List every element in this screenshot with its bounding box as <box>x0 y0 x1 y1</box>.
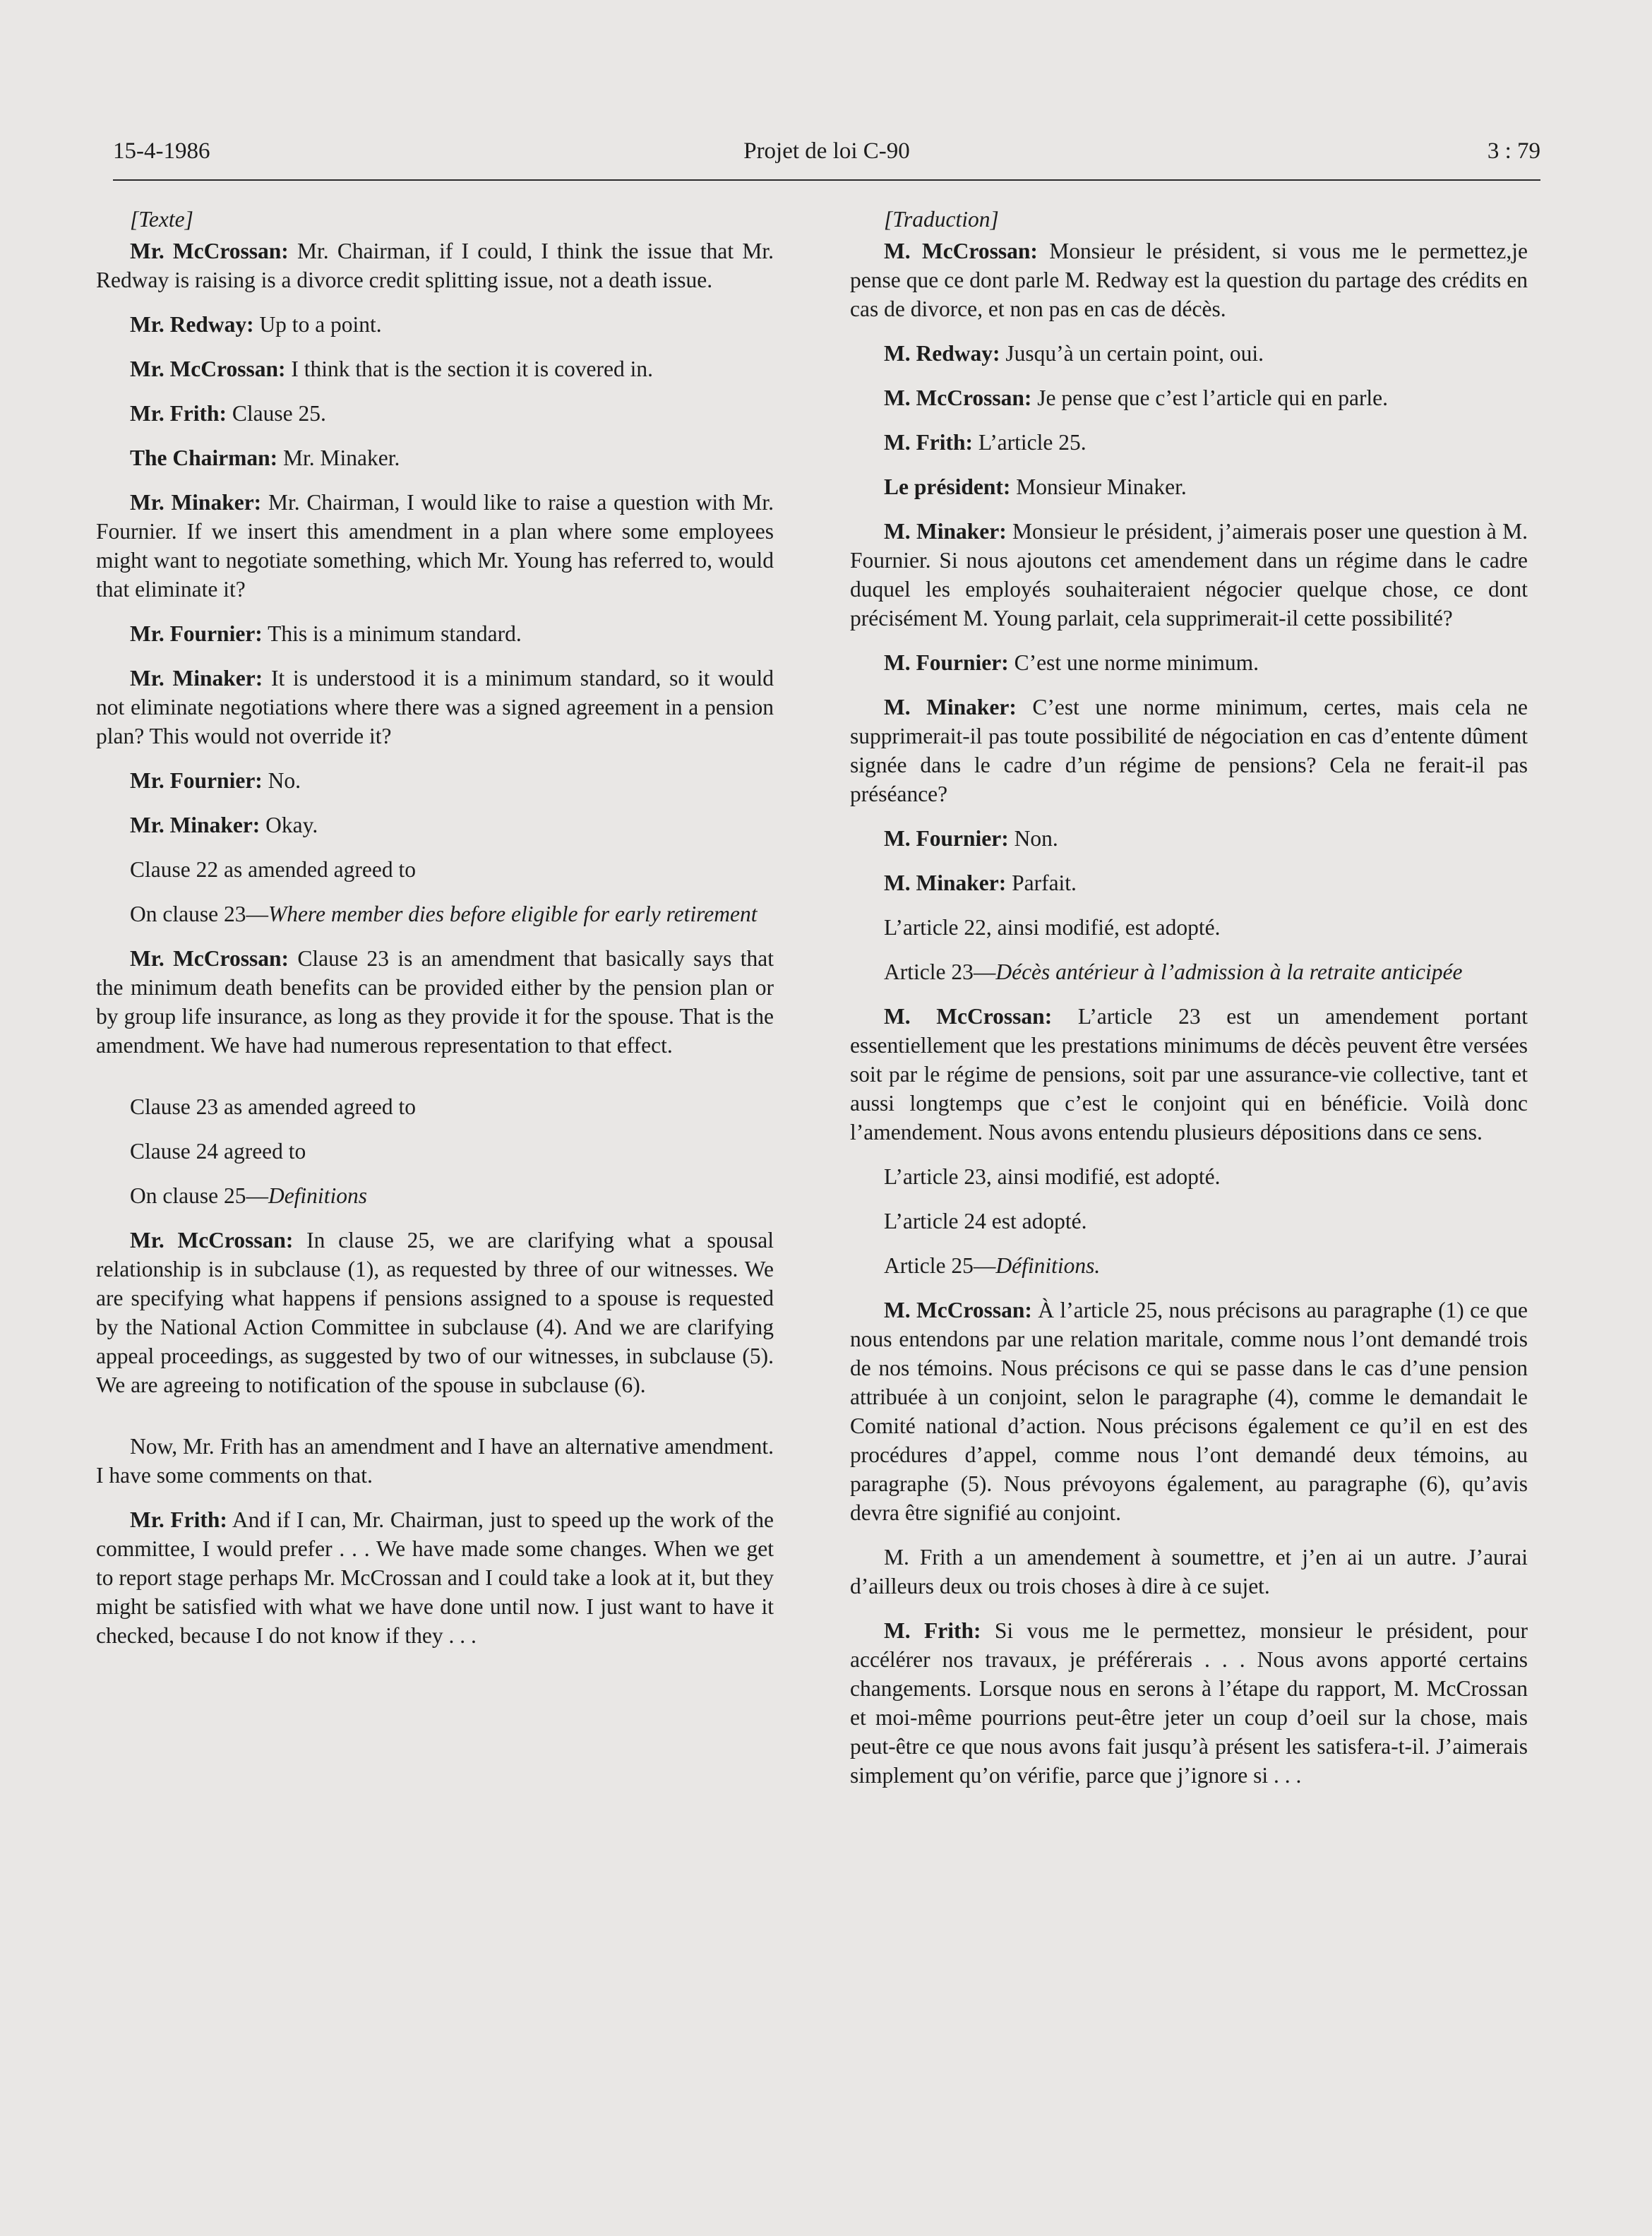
speaker: M. Fournier: <box>884 650 1009 675</box>
paragraph: Mr. Fournier: This is a minimum standard. <box>130 621 522 646</box>
speaker: Mr. McCrossan: <box>130 946 289 971</box>
french-column <box>850 205 1528 1805</box>
column-label: [Traduction] <box>884 207 999 232</box>
clause-line: L’article 24 est adopté. <box>884 1209 1087 1233</box>
speaker: M. Redway: <box>884 341 1000 366</box>
paragraph: Mr. Fournier: No. <box>130 768 301 793</box>
paragraph: Mr. Minaker: Okay. <box>130 813 318 837</box>
paragraph: M. McCrossan: À l’article 25, nous précisons au paragraphe (1) ce que nous entendons par une relation maritale, comme nous l’ont demandé trois de nos témoins. Nous précisons ce qui se passe dans le cas d’une pension attribuée à un conjoint, selon le paragraphe (4), comme le demandait le Comité national d’action. Nous précisons également ce qu’il en est des procédures d’appel, comme nous l’ont demandé deux témoins, au paragraphe (5). Nous prévoyons également, au paragraphe (6), qu’avis devra être signifié au conjoint. <box>850 1298 1528 1525</box>
paragraph: Mr. Frith: And if I can, Mr. Chairman, just to speed up the work of the committee, I would prefer . . . We have made some changes. When we get to report stage perhaps Mr. McCrossan and I could take a look at it, but they might be satisfied with what we have done until now. I just want to have it checked, because I do not know if they . . . <box>96 1507 774 1648</box>
paragraph: Mr. McCrossan: In clause 25, we are clarifying what a spousal relationship is in subclause (1), as requested by three of our witnesses. We are specifying what happens if pensions assigned to a spouse is requested by the National Action Committee in subclause (4). And we are clarifying appeal proceedings, as suggested by two of our witnesses, in subclause (5). We are agreeing to notification of the spouse in subclause (6). <box>96 1228 774 1397</box>
paragraph: M. Minaker: Monsieur le président, j’aimerais poser une question à M. Fournier. Si nous ajoutons cet amendement dans un régime dans le cadre duquel les employés souhaiteraient négocier quelque chose, ce dont précisément M. Young parlait, cela supprimerait-il cette possibilité? <box>850 519 1528 630</box>
paragraph: Mr. McCrossan: Mr. Chairman, if I could, I think the issue that Mr. Redway is raising is a divorce credit splitting issue, not a death issue. <box>96 239 774 292</box>
speaker: M. McCrossan: <box>884 1004 1053 1029</box>
speaker: M. McCrossan: <box>884 239 1038 263</box>
clause-heading: On clause 23—Where member dies before eligible for early retirement <box>130 902 758 926</box>
header-title: Projet de loi C-90 <box>743 138 910 164</box>
paragraph: M. Frith a un amendement à soumettre, et j’en ai un autre. J’aurai d’ailleurs deux ou trois choses à dire à ce sujet. <box>850 1545 1528 1598</box>
speaker: Mr. McCrossan: <box>130 239 289 263</box>
speaker: M. Minaker: <box>884 519 1007 544</box>
clause-line: Clause 23 as amended agreed to <box>130 1094 416 1119</box>
speaker: M. Frith: <box>884 1618 981 1643</box>
speaker: Mr. Fournier: <box>130 768 263 793</box>
paragraph: M. McCrossan: Je pense que c’est l’article qui en parle. <box>884 385 1389 410</box>
paragraph: Mr. Minaker: It is understood it is a minimum standard, so it would not eliminate negotiations where there was a signed agreement in a pension plan? This would not override it? <box>96 666 774 748</box>
speaker: M. Frith: <box>884 430 973 455</box>
speaker: M. Minaker: <box>884 695 1017 719</box>
paragraph: M. McCrossan: Monsieur le président, si vous me le permettez,je pense que ce dont parle M. Redway est la question du partage des crédits en cas de divorce, et non pas en cas de décès. <box>850 239 1528 321</box>
speaker: The Chairman: <box>130 446 278 470</box>
clause-heading: On clause 25—Definitions <box>130 1183 367 1208</box>
speaker: Mr. Minaker: <box>130 813 261 837</box>
page-header <box>113 138 1540 181</box>
speaker: Le président: <box>884 474 1011 499</box>
paragraph: Le président: Monsieur Minaker. <box>884 474 1187 499</box>
paragraph: M. McCrossan: L’article 23 est un amendement portant essentiellement que les prestations minimums de décès peuvent être versées soit par le régime de pensions, soit par une assurance-vie collective, tant et aussi longtemps que c’est le conjoint qui en bénéficie. Voilà donc l’amendement. Nous avons entendu plusieurs dépositions dans ce sens. <box>850 1004 1528 1144</box>
clause-line: Clause 22 as amended agreed to <box>130 857 416 882</box>
speaker: Mr. Minaker: <box>130 666 263 690</box>
clause-line: L’article 23, ainsi modifié, est adopté. <box>884 1164 1221 1189</box>
speaker: M. McCrossan: <box>884 385 1032 410</box>
clause-heading: Article 23—Décès antérieur à l’admission à la retraite anticipée <box>884 959 1463 984</box>
paragraph: M. Frith: Si vous me le permettez, monsieur le président, pour accélérer nos travaux, je préférerais . . . Nous avons apporté certains changements. Lorsque nous en serons à l’étape du rapport, M. McCrossan et moi-même pourrions peut-être jeter un coup d’oeil sur la chose, mais peut-être ce que nous avons fait jusqu’à présent les satisfera-t-il. J’aimerais simplement qu’on vérifie, parce que j’ignore si . . . <box>850 1618 1528 1788</box>
speaker: Mr. Frith: <box>130 401 227 426</box>
paragraph: Mr. McCrossan: I think that is the section it is covered in. <box>130 357 654 381</box>
speaker: Mr. McCrossan: <box>130 357 286 381</box>
paragraph: Mr. Redway: Up to a point. <box>130 312 382 337</box>
speaker: M. McCrossan: <box>884 1298 1032 1322</box>
paragraph: M. Minaker: C’est une norme minimum, certes, mais cela ne supprimerait-il pas toute possibilité de négociation en cas d’entente dûment signée dans le cadre d’un régime de pensions? Cela ne ferait-il pas préséance? <box>850 695 1528 806</box>
english-column <box>96 205 774 1666</box>
paragraph: Mr. Minaker: Mr. Chairman, I would like to raise a question with Mr. Fournier. If we insert this amendment in a plan where some employees might want to negotiate something, which Mr. Young has referred to, would that eliminate it? <box>96 490 774 602</box>
paragraph: Mr. Frith: Clause 25. <box>130 401 326 426</box>
paragraph: M. Minaker: Parfait. <box>884 871 1077 895</box>
paragraph: M. Fournier: Non. <box>884 826 1058 851</box>
header-page-number: 3 : 79 <box>1487 138 1540 164</box>
speaker: Mr. Frith: <box>130 1507 227 1532</box>
speaker: Mr. Minaker: <box>130 490 262 515</box>
paragraph: The Chairman: Mr. Minaker. <box>130 446 400 470</box>
column-label: [Texte] <box>130 207 193 232</box>
speaker: Mr. Redway: <box>130 312 254 337</box>
speaker: Mr. McCrossan: <box>130 1228 294 1252</box>
speaker: M. Fournier: <box>884 826 1009 851</box>
speaker: M. Minaker: <box>884 871 1007 895</box>
clause-line: L’article 22, ainsi modifié, est adopté. <box>884 915 1221 940</box>
speaker: Mr. Fournier: <box>130 621 263 646</box>
paragraph: M. Redway: Jusqu’à un certain point, oui. <box>884 341 1264 366</box>
paragraph: Mr. McCrossan: Clause 23 is an amendment that basically says that the minimum death benefits can be provided either by the pension plan or by group life insurance, as long as they provide it for the spouse. That is the amendment. We have had numerous representation to that effect. <box>96 946 774 1058</box>
paragraph: M. Fournier: C’est une norme minimum. <box>884 650 1259 675</box>
clause-heading: Article 25—Définitions. <box>884 1253 1101 1278</box>
clause-line: Clause 24 agreed to <box>130 1139 306 1164</box>
header-date: 15-4-1986 <box>113 138 210 164</box>
paragraph: M. Frith: L’article 25. <box>884 430 1087 455</box>
paragraph: Now, Mr. Frith has an amendment and I have an alternative amendment. I have some comments on that. <box>96 1434 774 1488</box>
